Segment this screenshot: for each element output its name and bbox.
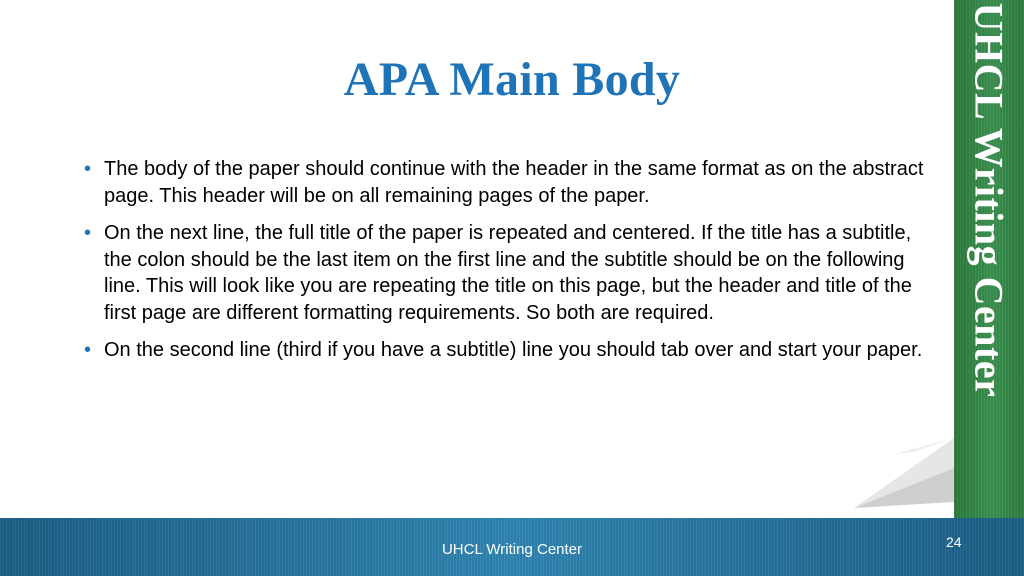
brand-sidebar [954, 0, 1024, 518]
bullet-text: On the second line (third if you have a subtitle) line you should tab over and start your paper. [104, 339, 923, 361]
footer-text: UHCL Writing Center [441, 541, 583, 558]
bullet-text: The body of the paper should continue with the header in the same format as on the abstract page. This header will be on all remaining pages of the paper. [104, 158, 924, 207]
page-number: 24 [946, 534, 962, 550]
bullet-icon: • [84, 339, 92, 361]
bullet-item [84, 156, 944, 209]
sidebar-brand-text: UHCL Writing Center [966, 2, 1012, 398]
slide-title: APA Main Body [343, 53, 681, 106]
footer-bar [0, 518, 1024, 576]
bullet-item [84, 337, 944, 364]
bullet-icon: • [84, 222, 92, 244]
bullet-list [84, 156, 944, 375]
pennant-logo-icon [854, 438, 954, 510]
bullet-text: On the next line, the full title of the paper is repeated and centered. If the title has a subtitle, the colon should be the last item on the first line and the subtitle should be on the following line. This will look like you are repeating the title on this page, but the header and title of the first page are different formatting requirements. So both are required. [104, 222, 912, 324]
bullet-item [84, 220, 944, 326]
bullet-icon: • [84, 158, 92, 180]
